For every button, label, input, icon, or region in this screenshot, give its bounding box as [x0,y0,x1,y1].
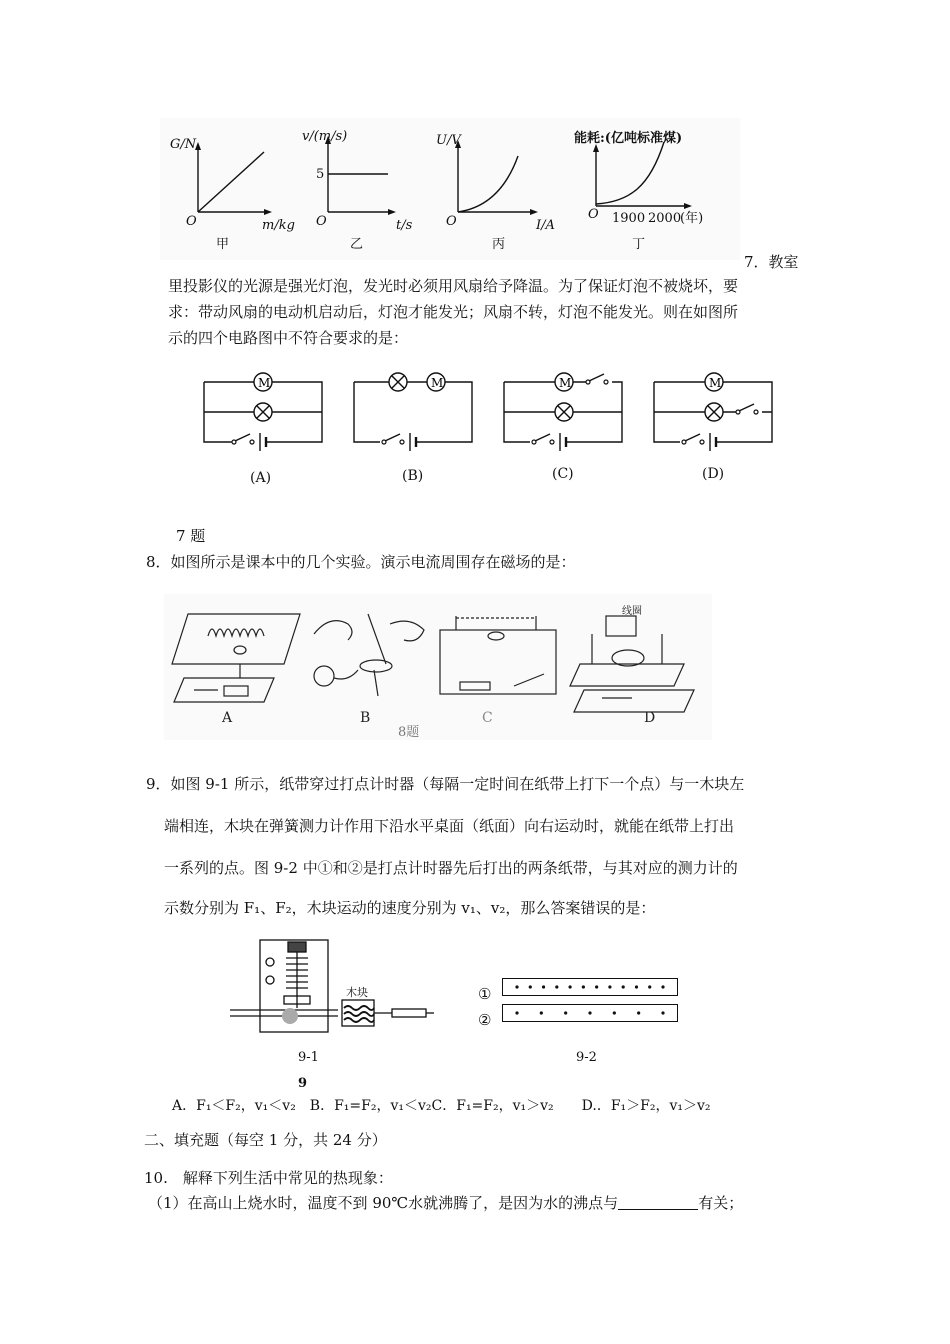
q10-title: 10. 解释下列生活中常见的热现象： [144,1169,393,1187]
q7-line-3: 示的四个电路图中不符合要求的是： [168,329,409,347]
q7-figure-caption: 7 题 [176,527,206,545]
q9-line-3: 一系列的点。图 9-2 中①和②是打点计时器先后打出的两条纸带，与其对应的测力计的 [164,859,738,877]
graph-jia-y-label: G/N [170,137,197,152]
q8-experiments-figure [164,594,712,740]
q9-fig2-caption: 9-2 [576,1050,597,1065]
graph-ding-origin: O [588,207,599,222]
graph-bing-x-label: I/A [536,218,555,233]
tape-1-dot [661,985,664,988]
graph-ding-x-label: (年) [680,211,704,226]
tape-2-dot [661,1011,664,1014]
circuit-b-label: (B) [402,468,424,484]
graph-jia-caption: 甲 [216,237,230,252]
q7-line-2: 求：带动风扇的电动机启动后，灯泡才能发光；风扇不转，灯泡不能发光。则在如图所 [168,303,739,321]
q7-circuits-svg [196,364,786,494]
graph-ding-x-tick-2: 2000 [648,211,682,226]
terminal-2-icon [266,976,274,984]
circuit-d-motor-label: M [709,376,722,390]
tape-1-label: ① [478,985,492,1003]
q9-fig1-caption: 9-1 [298,1050,319,1065]
circuit-c-label: (C) [552,466,574,482]
tape-1-dot [608,985,611,988]
experiment-d-label: D [644,710,656,726]
graph-bing-caption: 丙 [492,237,506,252]
tape-2-dots-svg [503,1005,677,1021]
q8-text: 8．如图所示是课本中的几个实验。演示电流周围存在磁场的是： [146,553,576,571]
graph-yi-origin: O [316,214,327,229]
circuit-c-motor-label: M [559,376,572,390]
circuit-a-motor-label: M [258,376,271,390]
circuit-a-lamp-icon [254,403,272,421]
q10-part1 [148,1193,743,1213]
graph-bing-origin: O [446,214,457,229]
graph-jia-origin: O [186,214,197,229]
experiment-c-label: C [482,710,493,726]
q6-graphs-svg [160,118,740,260]
graph-jia-x-label: m/kg [262,218,295,233]
graph-yi-caption: 乙 [350,237,364,252]
tape-2-dot [515,1011,518,1014]
q7-lead: 7．教室 [744,253,799,271]
graph-yi-x-label: t/s [396,218,413,233]
q9-options: A．F₁＜F₂，v₁＜v₂ B．F₁=F₂，v₁＜v₂C．F₁=F₂，v₁＞v₂ D.．F₁＞F₂，v₁＞v₂ [172,1098,711,1114]
tape-2-dot [540,1011,543,1014]
q9-figure-number: 9 [298,1076,308,1091]
tape-1-dot [595,985,598,988]
tape-1-dot [555,985,558,988]
experiment-a-label: A [222,710,233,726]
circuit-a-label: (A) [250,470,272,486]
tape-2-dot [613,1011,616,1014]
circuit-b-motor-label: M [431,376,444,390]
tape-2-dot [637,1011,640,1014]
q8-experiments-svg [164,594,712,740]
experiment-b-label: B [360,710,371,726]
circuit-d-label: (D) [702,466,725,482]
graph-bing-y-label: U/V [436,133,461,148]
wood-block-label: 木块 [346,986,368,999]
timer-top [288,942,306,952]
section2-heading: 二、填充题（每空 1 分，共 24 分） [144,1131,387,1149]
q9-fig1 [228,938,442,1034]
q9-line-1: 9．如图 9-1 所示，纸带穿过打点计时器（每隔一定时间在纸带上打下一个点）与一木块左 [146,775,745,793]
graph-ding-x-tick-1: 1900 [612,211,646,226]
graph-ding-caption: 丁 [632,237,646,252]
graph-yi-y-label: v/(m/s) [302,129,348,144]
q8-figure-caption: 8题 [398,725,420,740]
q10-part1-blank[interactable] [618,1195,698,1210]
tape-1-dot [568,985,571,988]
terminal-1-icon [266,958,274,966]
tape-2-dot [588,1011,591,1014]
circuit-b [354,382,472,450]
tape-2 [502,1004,678,1022]
circuit-d-lamp-icon [705,403,723,421]
tape-2-dot [564,1011,567,1014]
q9-line-4: 示数分别为 F₁、F₂，木块运动的速度分别为 v₁、v₂，那么答案错误的是： [164,899,656,917]
graph-yi-y-tick: 5 [316,167,325,182]
circuit-c-lamp-icon [555,403,573,421]
q7-line-1: 里投影仪的光源是强光灯泡，发光时必须用风扇给予降温。为了保证灯泡不被烧坏，要 [168,277,739,295]
q10-part1-text-after: 有关； [698,1194,744,1212]
tape-1 [502,978,678,996]
tape-1-dot [622,985,625,988]
tape-1-dot [582,985,585,988]
q9-line-2: 端相连，木块在弹簧测力计作用下沿水平桌面（纸面）向右运动时，就能在纸带上打出 [164,817,735,835]
experiment-d-coil-label: 线圈 [622,606,642,617]
tape-1-dots-svg [503,979,677,995]
circuit-b-lamp-icon [389,373,407,391]
tape-1-dot [542,985,545,988]
tape-2-label: ② [478,1011,492,1029]
tape-1-dot [529,985,532,988]
timer-coil [286,952,308,1008]
q10-part1-text-before: （1）在高山上烧水时，温度不到 90℃水就沸腾了，是因为水的沸点与 [148,1194,619,1212]
q9-fig1-svg [228,938,442,1034]
tape-1-dot [648,985,651,988]
tape-1-dot [515,985,518,988]
spring-scale [392,1009,426,1017]
q6-graphs-figure [160,118,740,260]
graph-ding-y-label: 能耗:(亿吨标准煤) [574,131,683,146]
q7-circuits-figure [196,364,786,494]
tape-1-dot [635,985,638,988]
